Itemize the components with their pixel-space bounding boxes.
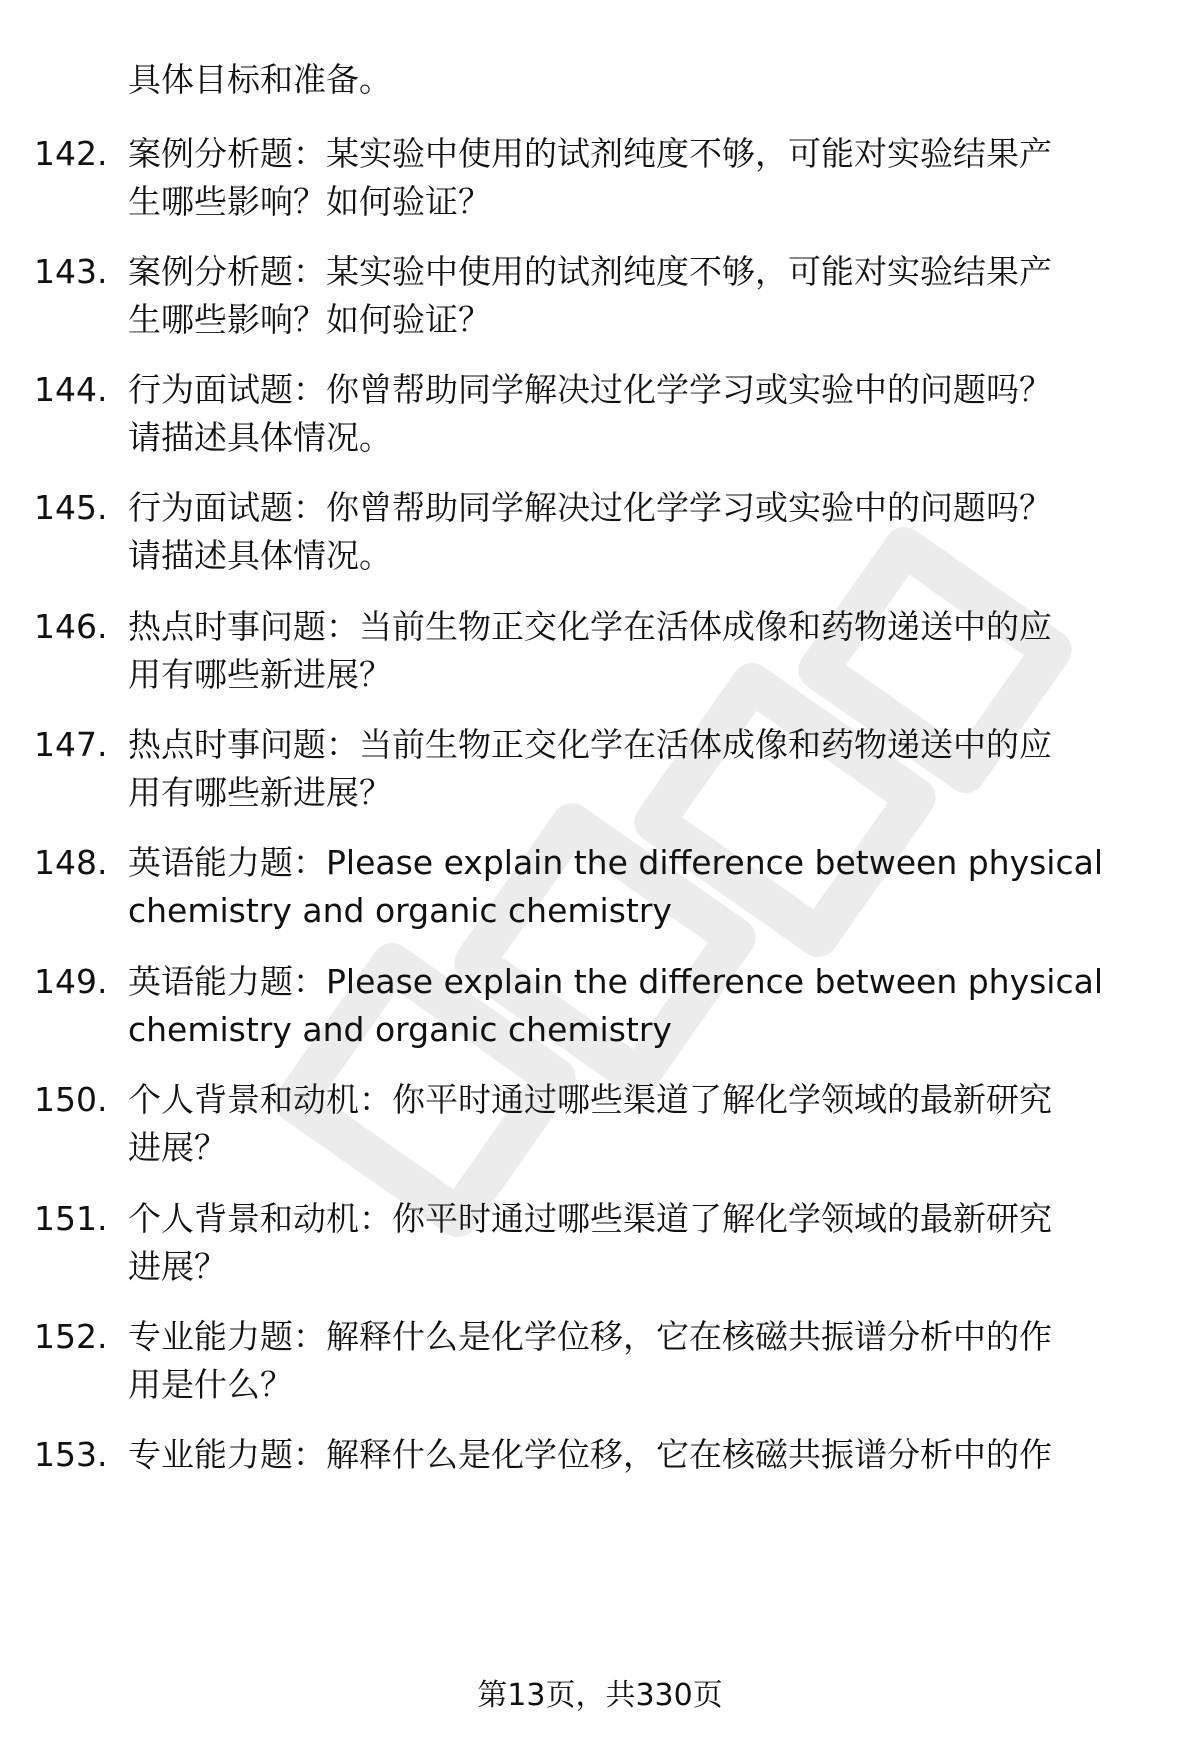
question-text: 个人背景和动机：你平时通过哪些渠道了解化学领域的最新研究 [128, 1080, 1052, 1119]
question-text: 案例分析题：某实验中使用的试剂纯度不够，可能对实验结果产 [128, 134, 1052, 173]
question-number: 147. [34, 725, 108, 764]
question-number: 148. [34, 843, 108, 882]
question-text: 生哪些影响？如何验证？ [128, 300, 491, 339]
question-number: 150. [34, 1080, 108, 1119]
question-text: 英语能力题：Please explain the difference between physical [128, 962, 1104, 1001]
question-text: 进展？ [128, 1247, 227, 1286]
question-text: 进展？ [128, 1128, 227, 1167]
page-number-footer: 第13页，共330页 [477, 1678, 723, 1713]
question-number: 152. [34, 1317, 108, 1356]
question-text: 个人背景和动机：你平时通过哪些渠道了解化学领域的最新研究 [128, 1199, 1052, 1238]
question-text: 专业能力题：解释什么是化学位移，它在核磁共振谱分析中的作 [128, 1435, 1052, 1474]
question-text: 案例分析题：某实验中使用的试剂纯度不够，可能对实验结果产 [128, 252, 1052, 291]
question-text: 请描述具体情况。 [128, 418, 392, 457]
question-text: 专业能力题：解释什么是化学位移，它在核磁共振谱分析中的作 [128, 1317, 1052, 1356]
question-number: 145. [34, 488, 108, 527]
question-text: 英语能力题：Please explain the difference between physical [128, 843, 1104, 882]
question-text: 用是什么？ [128, 1365, 293, 1404]
question-number: 142. [34, 134, 108, 173]
question-text: 行为面试题：你曾帮助同学解决过化学学习或实验中的问题吗？ [128, 370, 1052, 409]
question-number: 149. [34, 962, 108, 1001]
question-text: 热点时事问题：当前生物正交化学在活体成像和药物递送中的应 [128, 725, 1052, 764]
question-text: 行为面试题：你曾帮助同学解决过化学学习或实验中的问题吗？ [128, 488, 1052, 527]
question-text: 生哪些影响？如何验证？ [128, 182, 491, 221]
question-text: chemistry and organic chemistry [128, 1010, 672, 1049]
question-text: 请描述具体情况。 [128, 536, 392, 575]
question-number: 151. [34, 1199, 108, 1238]
question-text: 用有哪些新进展？ [128, 655, 392, 694]
question-number: 146. [34, 607, 108, 646]
continued-text: 具体目标和准备。 [128, 60, 392, 99]
question-text: 用有哪些新进展？ [128, 773, 392, 812]
question-text: chemistry and organic chemistry [128, 891, 672, 930]
question-number: 153. [34, 1435, 108, 1474]
question-text: 热点时事问题：当前生物正交化学在活体成像和药物递送中的应 [128, 607, 1052, 646]
question-number: 143. [34, 252, 108, 291]
question-number: 144. [34, 370, 108, 409]
